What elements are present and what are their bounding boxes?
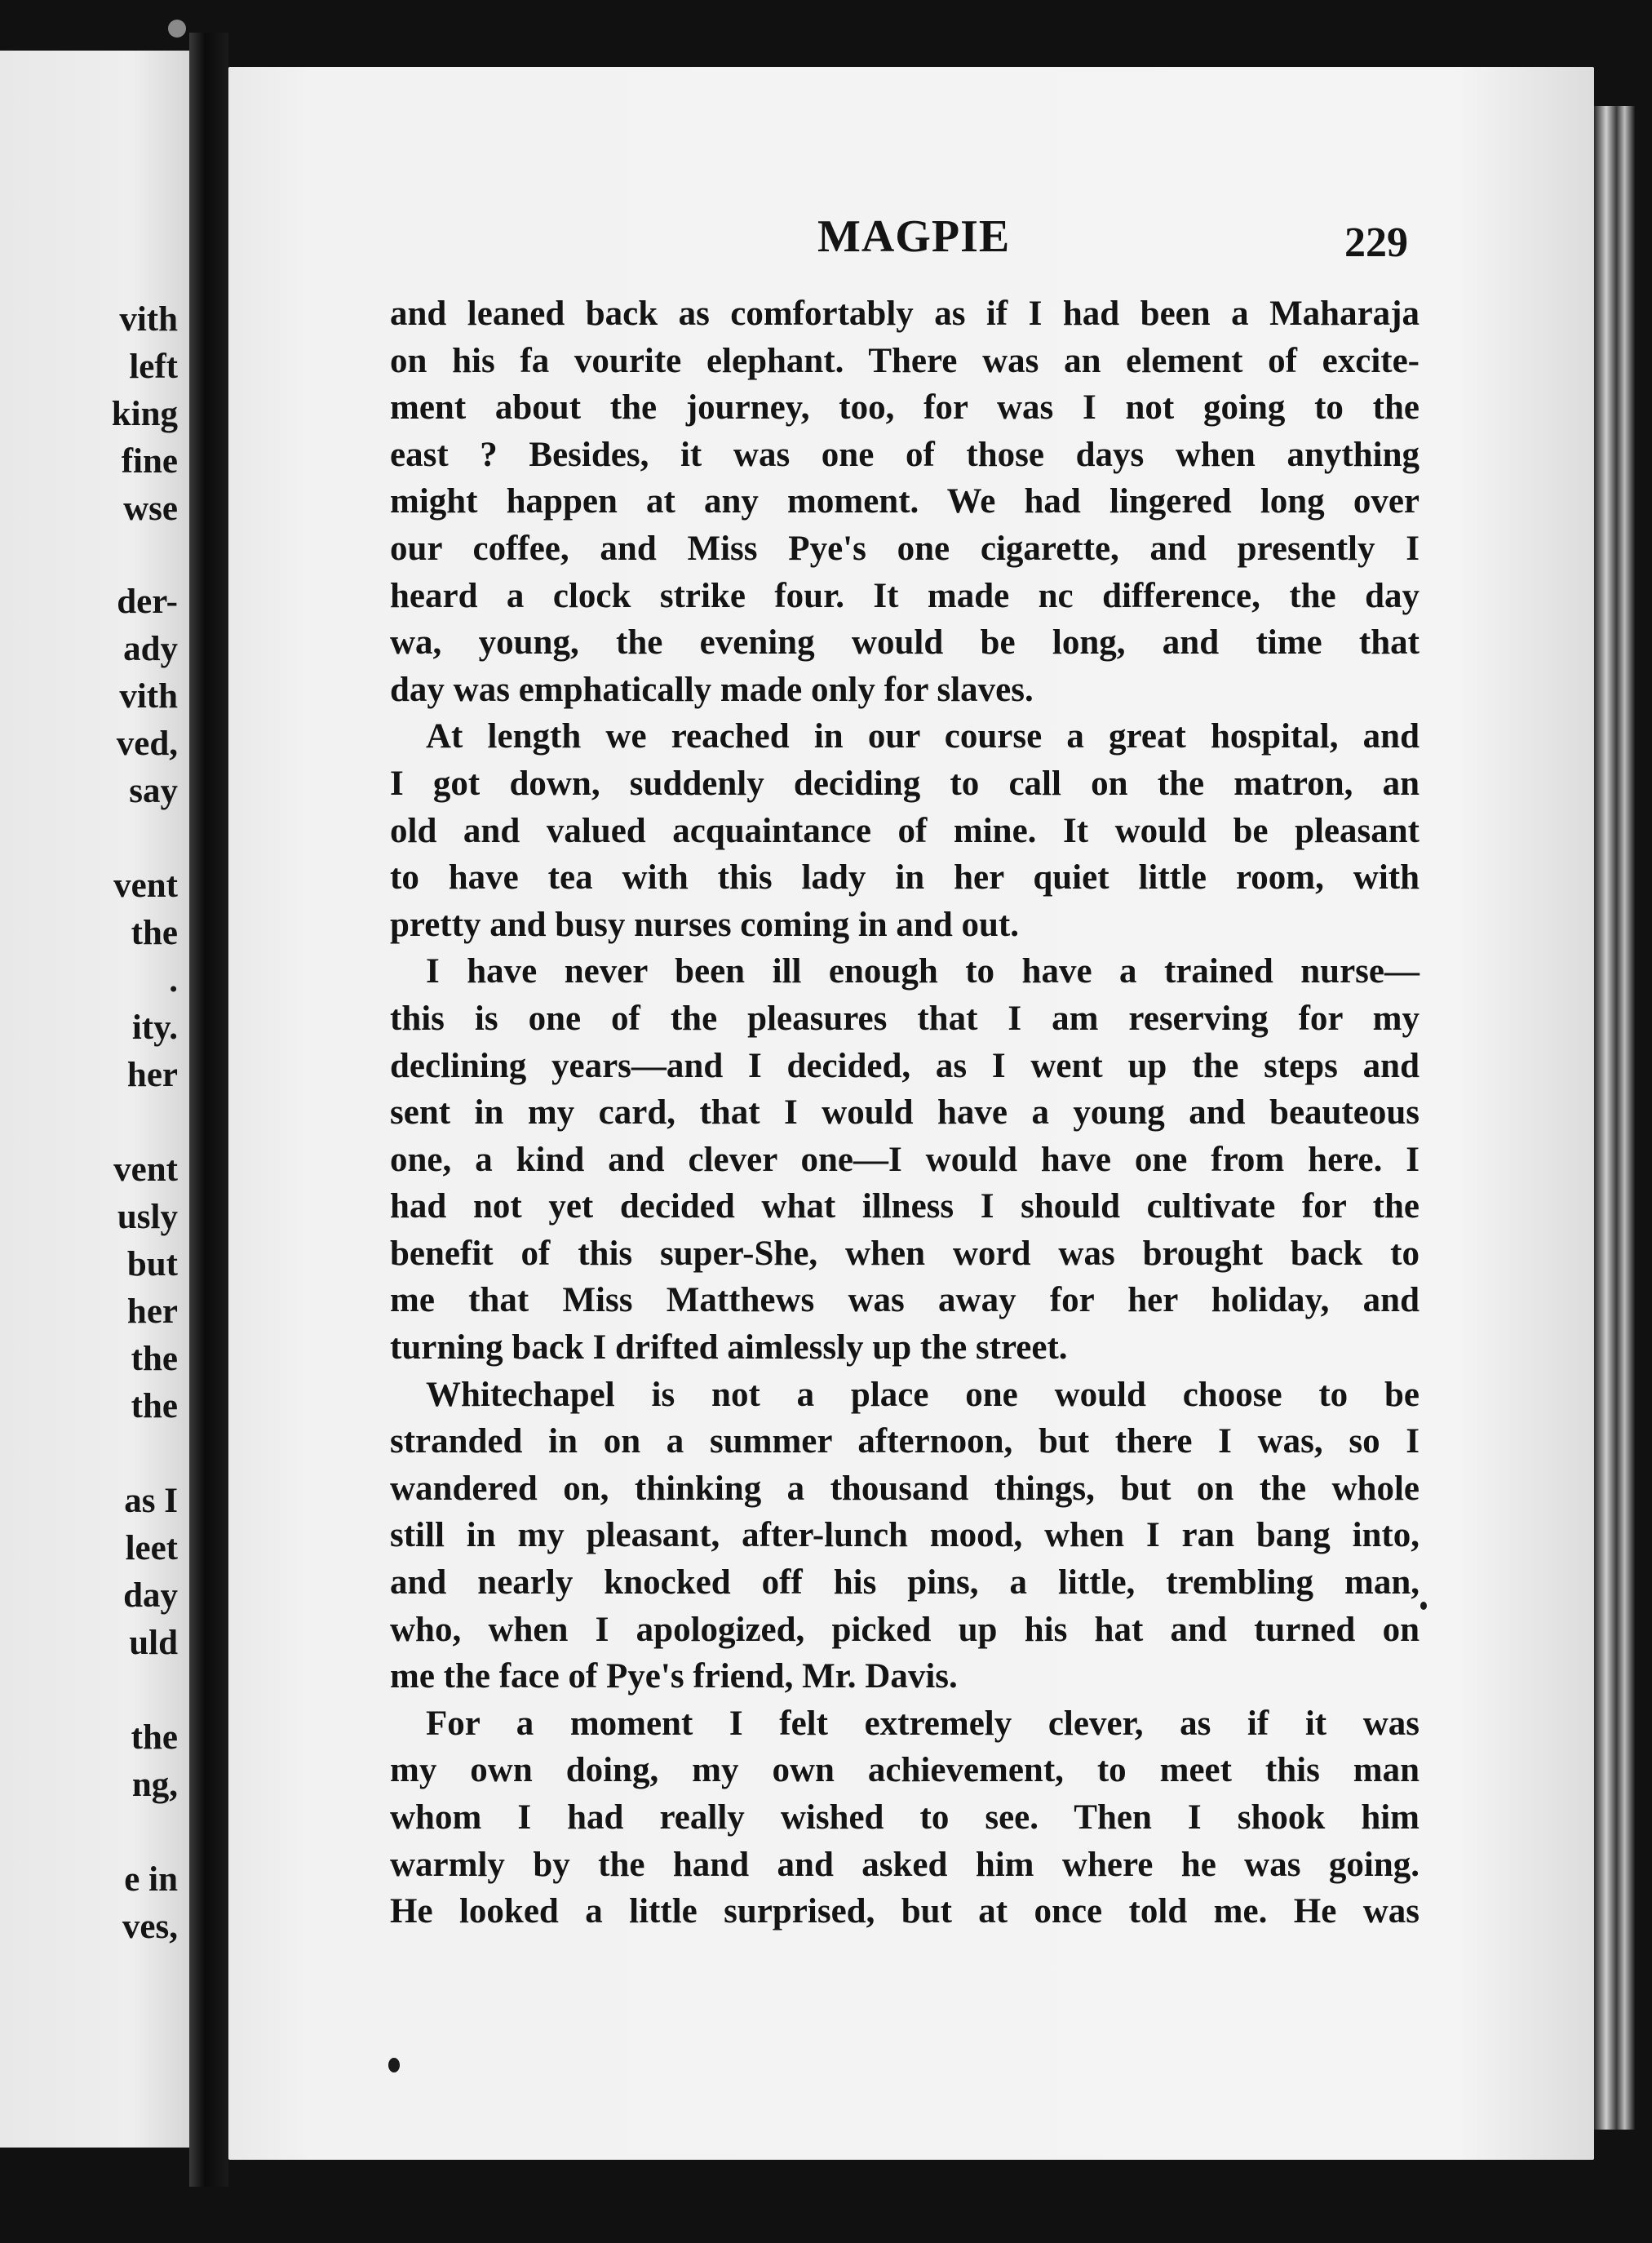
left-page-fragment: ng, bbox=[131, 1766, 178, 1804]
text-line: pretty and busy nurses coming in and out. bbox=[390, 905, 1019, 944]
left-page-fragment: her bbox=[126, 1056, 178, 1094]
text-line: benefit of this super-She, when word was brought back to bbox=[390, 1234, 1419, 1273]
text-line: declining years—and I decided, as I went up the steps and bbox=[390, 1046, 1419, 1085]
text-line: I have never been ill enough to have a trained nurse— bbox=[426, 952, 1419, 991]
text-line: For a moment I felt extremely clever, as if it was bbox=[426, 1704, 1419, 1743]
left-page-fragment: king bbox=[111, 395, 178, 433]
left-page-fragment: wse bbox=[123, 490, 178, 528]
text-line: might happen at any moment. We had lingered long over bbox=[390, 482, 1419, 521]
left-page-fragment: vent bbox=[113, 1150, 178, 1189]
text-line: old and valued acquaintance of mine. It would be pleasant bbox=[390, 811, 1419, 850]
body-text bbox=[390, 290, 1419, 1935]
text-line: heard a clock strike four. It made nc difference, the day bbox=[390, 576, 1419, 615]
text-line: this is one of the pleasures that I am reserving for my bbox=[390, 999, 1419, 1038]
text-line: Whitechapel is not a place one would choose to be bbox=[426, 1375, 1419, 1414]
left-page-fragment: ity. bbox=[131, 1008, 178, 1047]
page-number: 229 bbox=[1344, 219, 1408, 266]
left-page-fragment: ves, bbox=[122, 1908, 178, 1946]
text-line: our coffee, and Miss Pye's one cigarette, and presently I bbox=[390, 529, 1419, 568]
left-page-fragment: the bbox=[131, 914, 178, 952]
text-line: whom I had really wished to see. Then I shook him bbox=[390, 1798, 1419, 1837]
book-gutter bbox=[189, 33, 228, 2187]
left-page-fragment: as I bbox=[124, 1482, 178, 1520]
text-line: my own doing, my own achievement, to meet this man bbox=[390, 1751, 1419, 1790]
text-line: At length we reached in our course a great hospital, and bbox=[426, 717, 1419, 756]
text-line: me that Miss Matthews was away for her holiday, and bbox=[390, 1281, 1419, 1320]
left-page-fragment: . bbox=[169, 961, 178, 1000]
left-page-fragment: leet bbox=[125, 1529, 178, 1567]
text-line: He looked a little surprised, but at once told me. He was bbox=[390, 1892, 1419, 1931]
text-line: sent in my card, that I would have a young and beauteous bbox=[390, 1093, 1419, 1133]
running-head: MAGPIE bbox=[817, 211, 1011, 262]
text-line: and nearly knocked off his pins, a little, trembling man, bbox=[390, 1563, 1419, 1602]
text-line: on his fa vourite elephant. There was an element of excite- bbox=[390, 341, 1419, 380]
left-page-fragment: left bbox=[129, 348, 178, 386]
left-page-fragment: uld bbox=[129, 1624, 178, 1662]
left-page-fragment: day bbox=[123, 1576, 178, 1615]
text-line: wa, young, the evening would be long, and time that bbox=[390, 623, 1419, 663]
text-line: one, a kind and clever one—I would have one from here. I bbox=[390, 1140, 1419, 1179]
text-line: wandered on, thinking a thousand things, but on the whole bbox=[390, 1469, 1419, 1508]
text-line: and leaned back as comfortably as if I had been a Maharaja bbox=[390, 295, 1419, 333]
left-page-fragment: ady bbox=[123, 630, 178, 668]
text-line: stranded in on a summer afternoon, but there I was, so I bbox=[390, 1422, 1419, 1461]
left-page-fragment: vent bbox=[113, 867, 178, 905]
left-page-fragment: e in bbox=[124, 1860, 178, 1899]
text-line: had not yet decided what illness I should cultivate for the bbox=[390, 1187, 1419, 1226]
ink-speck bbox=[1420, 1602, 1427, 1610]
text-line: ment about the journey, too, for was I not going to the bbox=[390, 388, 1419, 428]
left-page-fragment: her bbox=[126, 1292, 178, 1331]
left-page-fragment: usly bbox=[117, 1198, 178, 1236]
text-line: I got down, suddenly deciding to call on the matron, an bbox=[390, 764, 1419, 803]
ink-speck bbox=[168, 20, 186, 38]
left-page-fragment: fine bbox=[121, 442, 178, 481]
left-page-fragment: the bbox=[131, 1387, 178, 1425]
left-page-fragment: the bbox=[131, 1340, 178, 1378]
text-line: turning back I drifted aimlessly up the street. bbox=[390, 1328, 1068, 1368]
text-line: me the face of Pye's friend, Mr. Davis. bbox=[390, 1657, 958, 1696]
page-edge bbox=[1594, 106, 1635, 2130]
left-page-fragment: say bbox=[129, 772, 178, 810]
left-page-fragment: der- bbox=[117, 583, 178, 621]
ink-speck bbox=[388, 2058, 400, 2072]
text-line: to have tea with this lady in her quiet little room, with bbox=[390, 858, 1419, 898]
text-line: who, when I apologized, picked up his hat and turned on bbox=[390, 1610, 1419, 1649]
left-page-fragment: ved, bbox=[116, 725, 178, 763]
left-page bbox=[0, 51, 189, 2148]
left-page-fragment: the bbox=[131, 1718, 178, 1757]
text-line: still in my pleasant, after-lunch mood, when I ran bang into, bbox=[390, 1516, 1419, 1555]
left-page-fragment: but bbox=[126, 1245, 178, 1283]
text-line: warmly by the hand and asked him where he was going. bbox=[390, 1845, 1419, 1884]
text-line: east ? Besides, it was one of those days when anything bbox=[390, 435, 1419, 474]
left-page-fragment: vith bbox=[119, 300, 178, 339]
left-page-fragment: vith bbox=[119, 677, 178, 716]
text-line: day was emphatically made only for slaves. bbox=[390, 670, 1034, 709]
